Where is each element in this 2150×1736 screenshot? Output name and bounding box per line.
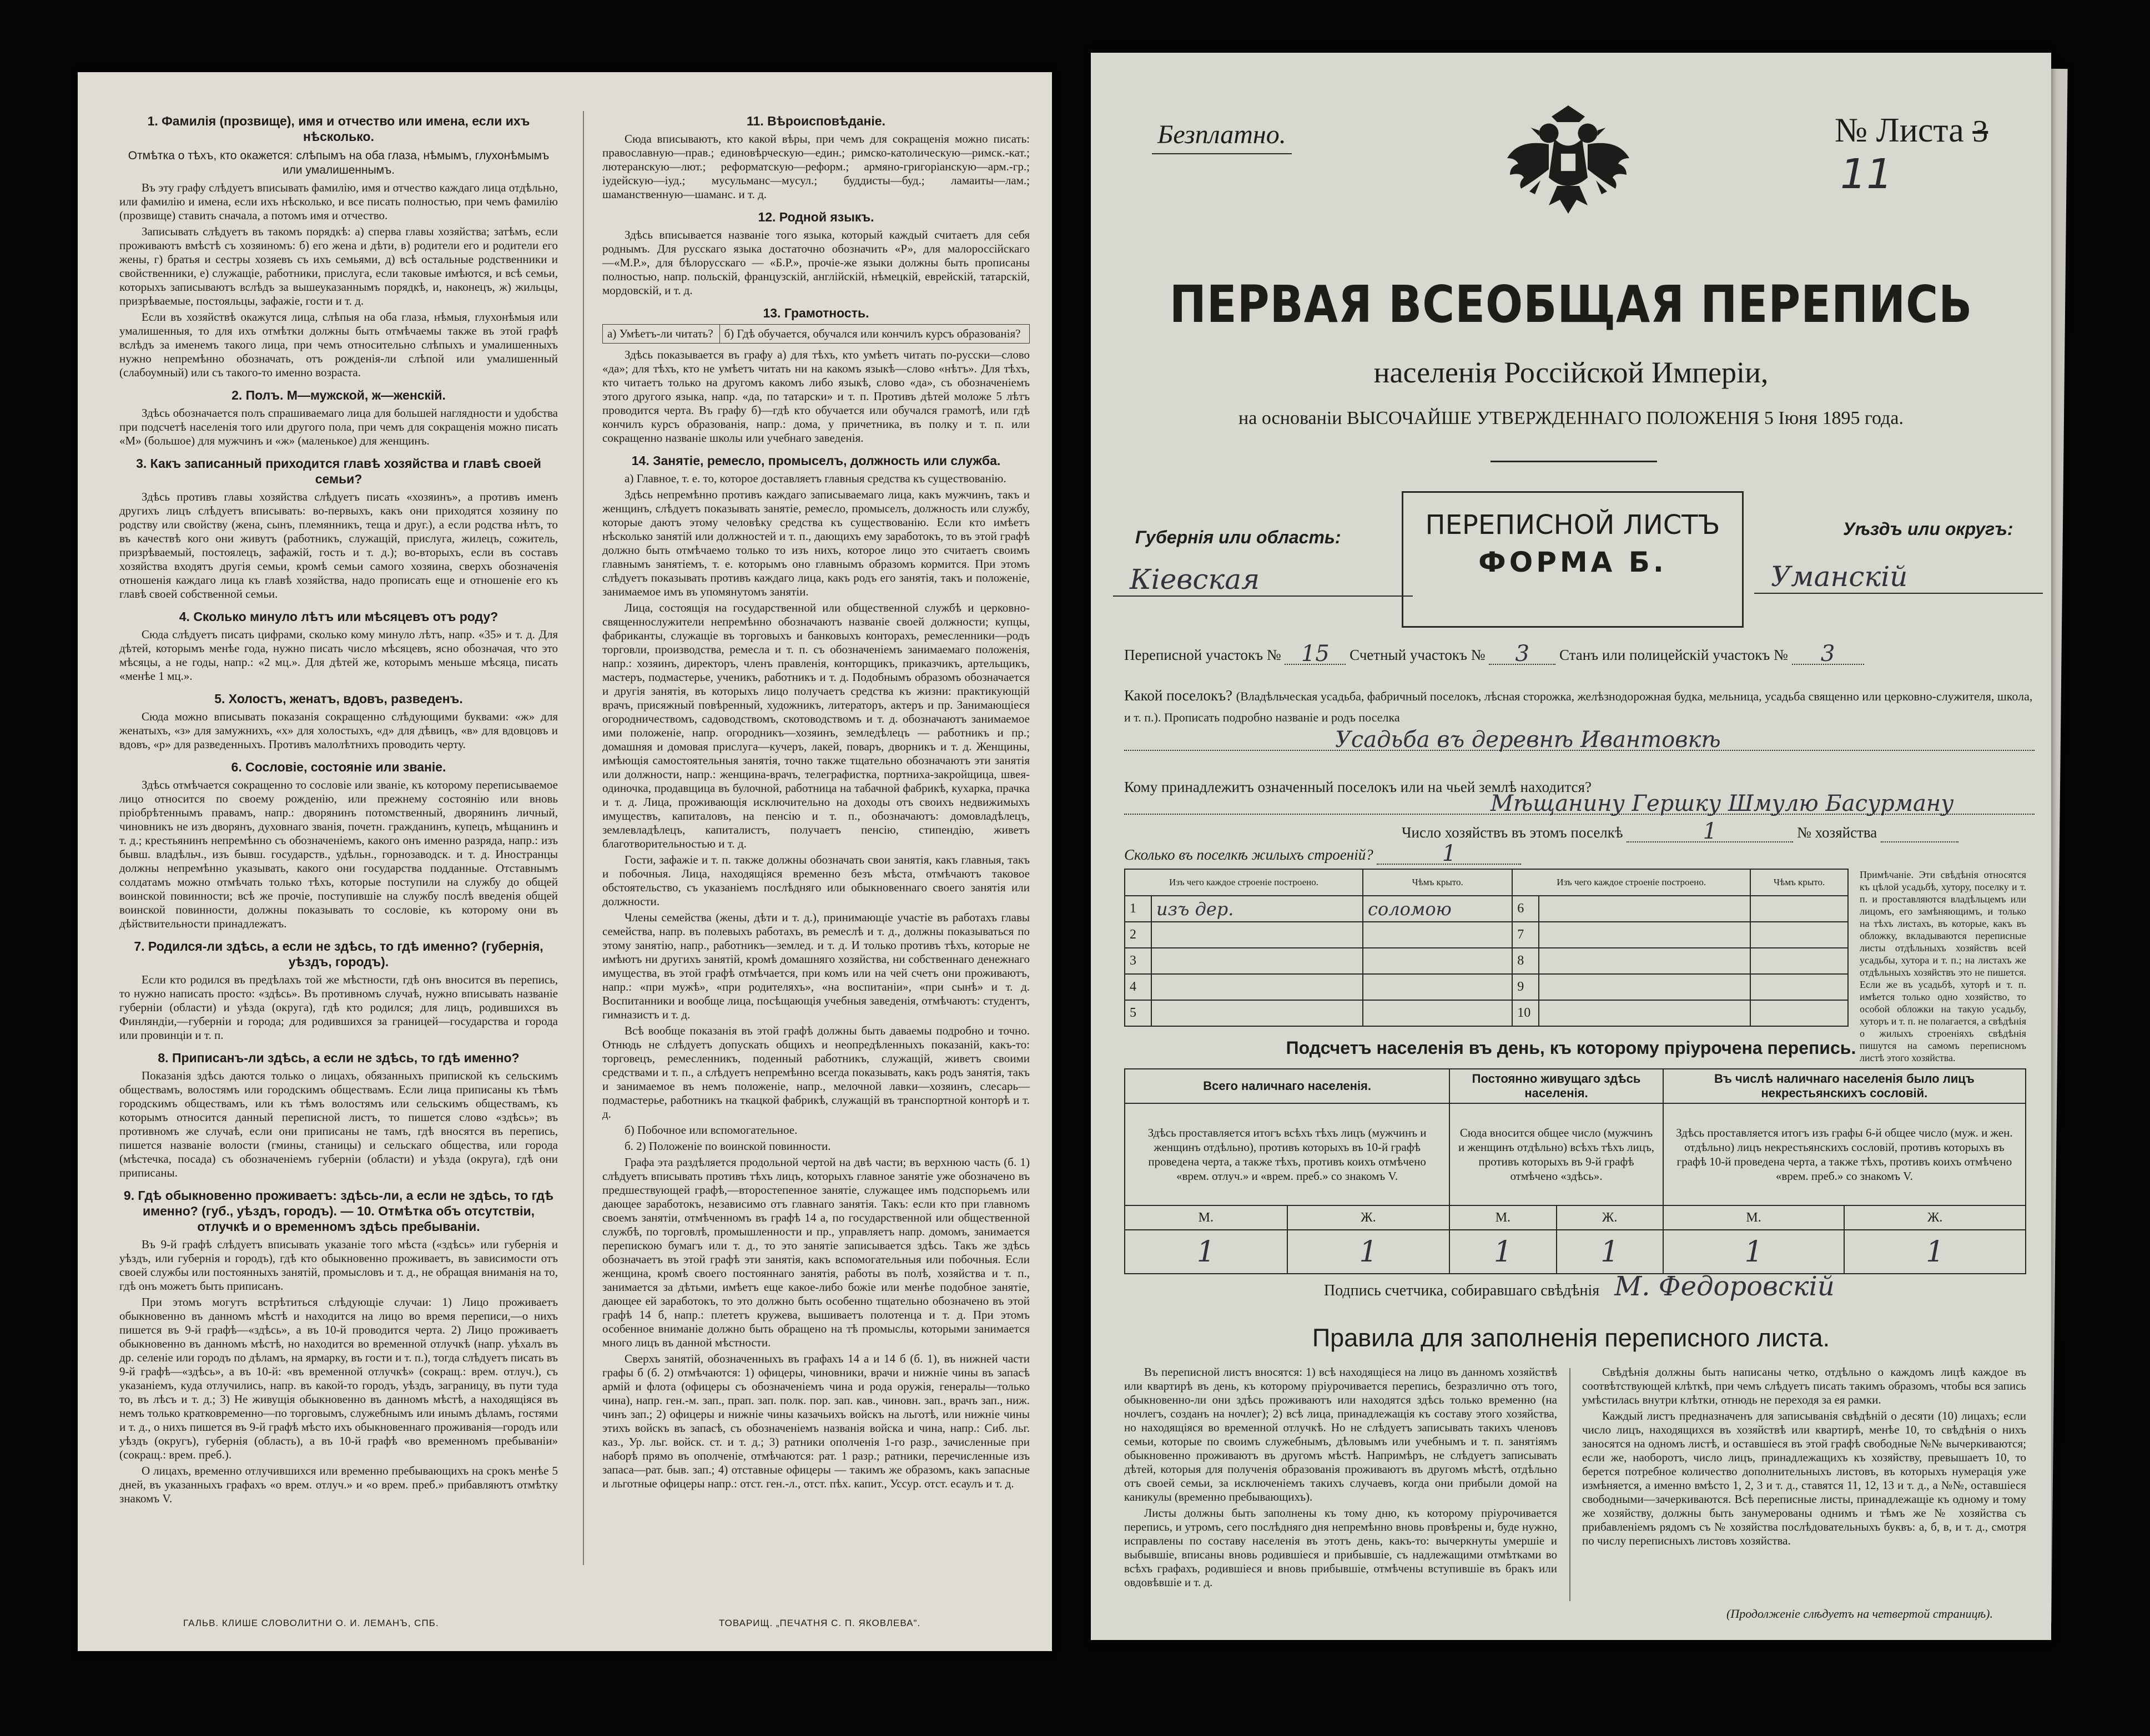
instruction-heading: 9. Гдѣ обыкновенно проживаетъ: здѣсь-ли, а если не здѣсь, то гдѣ именно? (губ., уѣздъ, городъ). — 10. Отмѣтка объ отсутствіи, отлучкѣ и о временномъ здѣсь пребываніи.	[123, 1188, 554, 1234]
building-material	[1539, 896, 1750, 922]
building-material	[1539, 1000, 1750, 1026]
material-header-2: Изъ чего каждое строеніе построено.	[1512, 869, 1750, 896]
owner-value: Мѣщанину Гершку Шмулю Басурману	[1124, 794, 2035, 815]
title-rule	[1491, 461, 1657, 462]
roof-header-2: Чѣмъ крыто.	[1750, 869, 1848, 896]
gubernia-value: Кіевская	[1113, 563, 1413, 597]
signature-label: Подпись счетчика, собиравшаго свѣдѣнія	[1324, 1282, 1600, 1299]
roof-header-1: Чѣмъ крыто.	[1363, 869, 1512, 896]
instruction-heading: 4. Сколько минуло лѣтъ или мѣсяцевъ отъ роду?	[179, 609, 499, 624]
instruction-paragraph: Сверхъ занятій, обозначенныхъ въ графахъ 14 a и 14 б (б. 1), въ нижней части графы б (б. 2) отмѣчаются: 1) офицеры, чиновники, врачи и нижніе чины въ запасѣ армій и флота (офицеры съ обозначеніемъ чина и рода оружія, генералы—только чина), напр. ген.-м. зап., прап. зап. полк. пор. зап. кав., чиновн. зап., врачъ зап., ниж. чинъ зап.; 2) офицеры и нижніе чины казачьихъ войскъ на льготѣ, или нижніе чины этихъ войскъ въ запасѣ, съ обозначеніемъ названія войска и чина, напр.: Сиб. льг. каз., Ур. льг. войск. ст. и т. д.; 3) ратники ополченія 1-го разр., зачисленные при наборѣ прямо въ ополченіе, отмѣчаются: рат. 1 разр.; ратники, перечисленные изъ запаса—рат. быв. зап.; 4) отставные офицеры — такимъ же образомъ, какъ запасные и льготные офицеры напр.: отст. ген.-л., отст. пѣх. капит., Уссур. отст. есаулъ и т. д.	[602, 1352, 1030, 1490]
settlement-hint: (Владѣльческая усадьба, фабричный поселокъ, лѣсная сторожка, желѣзнодорожная будка, мельница, усадьба священно или церковно-служителя, школа, и т. п.). Прописать подробно названіе и родъ поселка	[1124, 689, 2033, 724]
building-material	[1539, 922, 1750, 948]
settlement-line	[1124, 685, 2035, 751]
count-value: 1	[1287, 1230, 1450, 1274]
households-label: Число хозяйствъ въ этомъ поселкѣ	[1402, 824, 1623, 841]
buildings-line	[1124, 841, 2035, 866]
building-row	[1125, 948, 1848, 974]
building-roof	[1363, 922, 1512, 948]
continued-note: (Продолженіе слѣдуетъ на четвертой страницѣ).	[1726, 1607, 1993, 1621]
rule-paragraph: Въ переписной листъ вносятся: 1) всѣ находящіеся на лицо въ данномъ хозяйствѣ или квартирѣ въ день, къ которому пріурочивается перепись, безразлично отъ того, обыкновенно-ли они здѣсь проживаютъ или находятся здѣсь только временно (на ночлегъ, созданъ на ночлег); 2) всѣ лица, принадлежащія къ составу этого хозяйства, но находящіяся во временной отлучкѣ. Но не слѣдуетъ записывать такихъ членовъ семьи, которые по своимъ служебнымъ, дѣловымъ или учебнымъ и т. п. занятіямъ обыкновенно проживаютъ въ другомъ мѣстѣ. Напримѣръ, не слѣдуетъ записывать дѣтей, которыя для полученія образованія проживаютъ въ другомъ мѣстѣ, отдѣльно отъ своей семьи, за исключеніемъ такихъ случаевъ, когда они прибыли домой на каникулы (временно пребывающихъ).	[1124, 1365, 1557, 1503]
instructions-column-1	[119, 105, 558, 1508]
building-number: 4	[1125, 974, 1151, 1000]
instruction-heading: 3. Какъ записанный приходится главѣ хозяйства и главѣ своей семьи?	[136, 456, 541, 486]
instruction-paragraph: Лица, состоящія на государственной или общественной службѣ и церковно-священнослужители непремѣнно обозначаютъ названіе своей должности; купцы, фабриканты, служащіе въ торговыхъ и банковыхъ конторахъ, ремесленники—родъ торговли, производства, ремесла и т. п. съ обозначеніемъ занимаемаго положенія, напр.: хозяинъ, директоръ, членъ правленія, конторщикъ, приказчикъ, артельщикъ, мастеръ, подмастерье, ученикъ, работникъ и т. д. Подобнымъ образомъ обозначается и другія занятія, въ которыхъ лицо получаетъ средства къ жизни: практикующій врачъ, присяжный повѣренный, художникъ, литераторъ, актеръ и пр. Занимающіеся огородничествомъ, садоводствомъ, скотоводствомъ и т. д. обозначаютъ занимаемое ими положеніе, напр. огородникъ—хозяинъ, земледѣлецъ — работникъ и пр.; домашняя и домовая прислуга—кучеръ, лакей, поваръ, дворникъ и т. д. Женщины, имѣющія самостоятельныя занятія, точно также тщательно обозначаютъ эти занятія или должности, напр.: женщина-врачъ, телеграфистка, портниха-закройщица, швея-одиночка, продавщица въ булочной, работница на табачной фабрикѣ, кухарка, прачка и т. д. Лица, проживающія исключительно на доходы отъ своихъ недвижимыхъ имуществъ, капиталовъ, на пенсію и т. п., обозначаютъ: домовладѣлецъ, землевладѣлецъ, капиталистъ, получаетъ пенсію, стипендію, живетъ благотворительностью и т. д.	[602, 601, 1030, 850]
instruction-paragraph: Если кто родился въ предѣлахъ той же мѣстности, гдѣ онъ вносится въ перепись, то нужно написать просто: «здѣсь». Въ противномъ случаѣ, нужно вписывать названіе губерніи (области) и уѣзда (округа), гдѣ кто родился; для лицъ, родившихся въ Финляндіи,—губерніи и города; для родившихся за границей—государства и города или провинціи и т. п.	[119, 973, 558, 1042]
instruction-paragraph: Здѣсь вписывается названіе того языка, который каждый считаетъ для себя роднымъ. Для русскаго языка достаточно обозначить «Р», для малороссійскаго—«М.Р.», для бѣлорусскаго — «Б.Р.», прочіе-же языки должны быть прописаны полностью, напр. польскій, французскій, англійскій, нѣмецкій, еврейскій, татарскій, мордовскій, и т. д.	[602, 228, 1030, 297]
enumerator-signature-line	[1324, 1271, 1835, 1302]
census-title: ПЕРВАЯ ВСЕОБЩАЯ ПЕРЕПИСЬ	[1169, 275, 1973, 334]
instruction-paragraph: Сюда можно вписывать показанія сокращенно слѣдующими буквами: «ж» для женатыхъ, «з» для замужнихъ, «х» для холостыхъ, «д» для дѣвицъ, «в» для вдовцовъ и вдовъ, «р» для разведенныхъ. Противъ малолѣтнихъ проводить черту.	[119, 710, 558, 751]
column-divider	[583, 111, 584, 1565]
household-number-value	[1881, 841, 1958, 842]
building-material	[1151, 974, 1363, 1000]
district-line	[1124, 641, 2035, 667]
instruction-paragraph: О лицахъ, временно отлучившихся или временно пребывающихъ на срокъ менѣе 5 дней, въ указанныхъ графахъ «о врем. отлуч.» и «о врем. преб.» прибавляютъ отмѣтку знакомъ V.	[119, 1464, 558, 1505]
buildings-table	[1124, 869, 1849, 1027]
male-header: М.	[1449, 1205, 1556, 1230]
rules-column-1	[1124, 1365, 1557, 1592]
instruction-paragraph: Въ 9-й графѣ слѣдуетъ вписывать указаніе того мѣста («здѣсь» или губернія и уѣздъ, или губернія и городъ), гдѣ кто обыкновенно проживаетъ, въ зависимости отъ своей службы или постоянныхъ занятій, промысловъ и т. д., не обращая вниманія на то, гдѣ онъ можетъ быть приписанъ.	[119, 1238, 558, 1293]
form-title-box	[1402, 491, 1744, 628]
free-label: Безплатно.	[1152, 119, 1292, 154]
male-header: М.	[1663, 1205, 1845, 1230]
printer-imprint-left: ГАЛЬВ. КЛИШЕ СЛОВОЛИТНИ О. И. ЛЕМАНЪ, СПБ.	[183, 1618, 439, 1628]
literacy-subtable-cell: а) Умѣетъ-ли читать?	[603, 325, 720, 344]
instruction-paragraph: Члены семейства (жены, дѣти и т. д.), принимающіе участіе въ работахъ главы семейства, напр. въ полевыхъ работахъ, въ ремеслѣ и т. д., должны показываться по этому занятію, напр., работникъ—землед. и т. д. И только противъ тѣхъ, которые не имѣютъ ни другихъ занятій, кромѣ домашняго хозяйства, ни собственнаго денежнаго имущества, въ этой графѣ отмѣчается, при комъ или на чей счетъ они проживаютъ, напр.: «при мужѣ», «при родителяхъ», «на воспитаніи», «при сынѣ» и т. д. Воспитанники и вообще лица, посѣщающія учебныя заведенія, отмѣчаютъ: студентъ, гимназистъ и т. д.	[602, 911, 1030, 1021]
census-subtitle: населенія Россійской Имперіи,	[1373, 356, 1769, 389]
police-district-value: 3	[1792, 644, 1864, 665]
building-number: 6	[1512, 896, 1539, 922]
instruction-paragraph: б) Побочное или вспомогательное.	[625, 1123, 798, 1137]
census-form-page	[1091, 53, 2051, 1640]
instruction-heading: 5. Холостъ, женатъ, вдовъ, разведенъ.	[214, 692, 463, 706]
sheet-number-label: № Листа	[1835, 112, 1964, 149]
buildings-label: Сколько въ поселкѣ жилыхъ строеній?	[1124, 846, 1373, 863]
households-value: 1	[1627, 821, 1793, 842]
building-roof	[1363, 948, 1512, 974]
building-roof	[1363, 974, 1512, 1000]
instruction-paragraph: Если въ хозяйствѣ окажутся лица, слѣпыя на оба глаза, нѣмыя, глухонѣмыя или умалишенныя, то для ихъ отмѣтки должны быть отмѣчаемы также въ этой графѣ вслѣдъ за именемъ такого лица, при чемъ относительно слѣпыхъ и умалишенныхъ нужно непремѣнно обозначать, отъ рожденія-ли слѣпой или умалишенный (слабоумный) или съ такого-то именно возраста.	[119, 310, 558, 379]
building-roof	[1750, 896, 1848, 922]
instruction-paragraph: Сюда вписываютъ, кто какой вѣры, при чемъ для сокращенія можно писать: православную—прав.; единовѣрческую—един.; римско-католическую—римск.-кат.; лютеранскую—лют.; реформатскую—реформ.; армяно-григоріанскую—арм.-гр.; іудейскую—іуд.; мусульманс—мусул.; буддисты—буд.; ламаиты—лам.; шаманственную—шаманс. и т. д.	[602, 132, 1030, 201]
literacy-subtable	[602, 324, 1030, 344]
building-roof: соломою	[1363, 896, 1512, 922]
instruction-heading: 8. Приписанъ-ли здѣсь, а если не здѣсь, то гдѣ именно?	[158, 1051, 520, 1065]
legal-basis: на основаніи ВЫСОЧАЙШЕ УТВЕРЖДЕННАГО ПОЛОЖЕНІЯ 5 Іюня 1895 года.	[1238, 408, 1904, 428]
building-material	[1539, 948, 1750, 974]
total-present-header: Всего наличнаго населенія.	[1125, 1069, 1449, 1103]
material-header-1: Изъ чего каждое строеніе построено.	[1125, 869, 1363, 896]
instruction-heading: 1. Фамилія (прозвище), имя и отчество или имена, если ихъ нѣсколько.	[147, 114, 530, 144]
building-number: 9	[1512, 974, 1539, 1000]
instruction-heading: 13. Грамотность.	[763, 306, 869, 320]
instruction-paragraph: Показанія здѣсь даются только о лицахъ, обязанныхъ припиской къ сельскимъ обществамъ, волостямъ или городскимъ обществамъ. Если лица приписаны къ тѣмъ городскимъ обществамъ, или къ тѣмъ волостямъ или сельскимъ обществамъ, къ которымъ относится данный переписной листъ, то пишется слово «здѣсь»; въ противномъ же случаѣ, если они приписаны не тамъ, гдѣ вносятся въ перепись, пишется названіе волости (гмины, станицы) и сельскаго общества, или города (мѣстечка, посада) съ обозначеніемъ губерніи (области) и уѣзда (округа), гдѣ они приписаны.	[119, 1069, 558, 1179]
count-value: 1	[1663, 1230, 1845, 1274]
permanent-residents-header: Постоянно живущаго здѣсь населенія.	[1449, 1069, 1663, 1103]
non-peasant-header: Въ числѣ наличнаго населенія было лицъ некрестьянскихъ сословій.	[1663, 1069, 2026, 1103]
rules-title: Правила для заполненія переписного листа.	[1312, 1324, 1830, 1352]
instruction-heading: Отмѣтка о тѣхъ, кто окажется: слѣпымъ на оба глаза, нѣмымъ, глухонѣмымъ или умалишеннымъ.	[128, 149, 550, 176]
buildings-note: Примѣчаніе. Эти свѣдѣнія относятся къ цѣлой усадьбѣ, хутору, поселку и т. п. и проставляются владѣльцемъ или лицомъ, его замѣняющимъ, и только на тѣхъ листахъ, въ которые, какъ въ обложку, вкладываются переписные листы отдѣльныхъ хозяйствъ всей усадьбы, хутора и т. п.; на листахъ же отдѣльныхъ хозяйствъ это не пишется. Если же въ усадьбѣ, хуторѣ и т. п. имѣется только одно хозяйство, то особой обложки на такую усадьбу, хуторъ и т. п. не полагается, а свѣдѣнія о жилыхъ строеніяхъ свѣдѣнія пишутся на самомъ переписномъ листѣ этого хозяйства.	[1860, 869, 2026, 1063]
instruction-paragraph: Гости, зафажіе и т. п. также должны обозначать свои занятія, какъ главныя, такъ и побочныя. Лица, находящіяся временно безъ мѣста, отмѣчаютъ таковое обстоятельство, съ указаніемъ послѣдняго или обыкновеннаго своего занятія или должности.	[602, 853, 1030, 908]
form-type: ФОРМА Б.	[1478, 546, 1667, 578]
building-roof	[1750, 1000, 1848, 1026]
building-material	[1151, 948, 1363, 974]
female-header: Ж.	[1557, 1205, 1663, 1230]
building-number: 5	[1125, 1000, 1151, 1026]
instruction-paragraph: Записывать слѣдуетъ въ такомъ порядкѣ: а) сперва главы хозяйства; затѣмъ, если проживаютъ вмѣстѣ съ хозяиномъ: б) его жена и дѣти, в) родители его и родители его жены, г) братья и сестры хозяевъ съ ихъ семьями, д) всѣ остальные родственники и свойственники, е) служащіе, работники, прислуга, если таковые имѣются, и всѣ семьи, которыхъ записываютъ вслѣдъ за вышеуказаннымъ порядкѣ, и, наконецъ, ж) жильцы, призрѣваемые, постояльцы, зафажіе, гости и т. д.	[119, 225, 558, 307]
population-count-title: Подсчетъ населенія въ день, къ которому пріурочена перепись.	[1286, 1038, 1856, 1058]
instruction-paragraph: При этомъ могутъ встрѣтиться слѣдующіе случаи: 1) Лицо проживаетъ обыкновенно въ данномъ мѣстѣ и находится на лицо во время переписи,—о нихъ пишется въ 9-й графѣ—«здѣсь», а въ 10-й проводится черта. 2) Лицо проживаетъ обыкновенно въ данномъ мѣстѣ, но находится во временной отлучкѣ (напр. уѣхалъ въ др. селеніе или городъ по дѣламъ, на ярмарку, въ гости и т. п.), тогда слѣдуетъ писать въ 9-й графѣ—«здѣсь», а въ 10-й: «въ временной отлучкѣ» (сокращ.: врем. отлуч.), съ указаніемъ, куда отлучились, напр. въ какой-то городъ, уѣздъ, заграницу, въ пути тудa то, въ лѣсъ и т. д.; 3) Не живущія обыкновенно въ данномъ мѣстѣ, а находящіяся въ немъ только кратковременно—по торговымъ, служебнымъ или инымъ дѣламъ, гостями и т. д., о нихъ пишется въ 9-й графѣ мѣсто ихъ обыкновеннаго проживанія—городъ или уѣздъ (округъ), губернія (область), а въ 10-й графѣ «во временномъ пребываніи» (сокращ.: врем. преб.).	[119, 1295, 558, 1461]
instruction-paragraph: Здѣсь обозначается полъ спрашиваемаго лица для большей наглядности и удобства при подсчетѣ населенія того или другого пола, при чемъ для сокращенія можно писать «М» (большое) для мужчинъ и «ж» (маленькое) для женщинъ.	[119, 406, 558, 447]
rule-paragraph: Свѣдѣнія должны быть написаны четко, отдѣльно о каждомъ лицѣ каждое въ соотвѣтствующей клѣткѣ, при чемъ слѣдуетъ писать такимъ образомъ, чтобы вся запись умѣстилась внутри клѣтки, отнюдь не переходя за ея рамки.	[1582, 1365, 2026, 1406]
signature-value: М. Федоровскій	[1614, 1271, 1835, 1302]
building-number: 8	[1512, 948, 1539, 974]
instruction-heading: 11. Вѣроисповѣданіе.	[747, 114, 885, 128]
police-district-label: Станъ или полицейскій участокъ №	[1559, 647, 1788, 663]
buildings-value: 1	[1377, 844, 1521, 865]
total-present-description: Здѣсь проставляется итогъ всѣхъ тѣхъ лицъ (мужчинъ и женщинъ отдѣльно), противъ которыхъ въ 10-й графѣ проведена черта, а также тѣхъ, противъ коихъ отмѣчено «врем. отлуч.» и «врем. преб.» со знакомъ V.	[1125, 1103, 1449, 1205]
permanent-residents-description: Сюда вносится общее число (мужчинъ и женщинъ отдѣльно) всѣхъ тѣхъ лицъ, противъ которыхъ въ 9-й графѣ отмѣчено «здѣсь».	[1449, 1103, 1663, 1205]
instruction-paragraph: Здѣсь отмѣчается сокращенно то сословіе или званіе, къ которому переписываемое лицо относится по своему рожденію, или прежнему состоянію или вновь пріобрѣтеннымъ правамъ, напр.: дворянинъ потомственный, дворянинъ личный, чиновникъ не изъ дворянъ, духовнаго званія, почетн. гражданинъ, купецъ, мѣщанинъ и т. д.; крестьянинъ непремѣнно съ обозначеніемъ, какого онъ именно разряда, напр.: изъ бывш. владѣльч., изъ бывш. государств., удѣльн., горнозаводск. и т. д. Иностранцы должны непремѣнно указывать, какого они государства подданные. Отставнымъ солдатамъ можно отмѣчать только тѣхъ, которые поступили на службу до общей воинской повинности; всѣ же прочіе, поступившіе на службу послѣ введенія общей воинской повинности, должны показывать то сословіе, къ которому они въ дѣйствительности принадлежатъ.	[119, 778, 558, 930]
counting-district-value: 3	[1489, 644, 1555, 665]
settlement-label: Какой поселокъ?	[1124, 687, 1233, 704]
building-roof	[1363, 1000, 1512, 1026]
sheet-number	[1835, 111, 2051, 198]
female-header: Ж.	[1287, 1205, 1450, 1230]
count-value: 1	[1557, 1230, 1663, 1274]
building-material	[1151, 922, 1363, 948]
instruction-heading: 6. Сословіе, состояніе или званіе.	[231, 760, 446, 774]
owner-line	[1124, 777, 2035, 815]
rule-paragraph: Листы должны быть заполнены къ тому дню, къ которому пріурочивается перепись, и утромъ, сего послѣдняго дня непремѣнно вновь провѣрены и, буде нужно, исправлены по составу населенія въ этотъ день, какъ-то: вычеркнуты умершіе и выбывшіе, вписаны вновь родившіеся и прибывшіе, съ надлежащими отмѣтками во всѣхъ графахъ, родившіеся и вновь прибывшіе, отмѣчены вступившіе въ бракъ или овдовѣвшіе и т. д.	[1124, 1506, 1557, 1589]
double-headed-eagle-emblem	[1499, 97, 1638, 236]
non-peasant-description: Здѣсь проставляется итогъ изъ графы 6-й общее число (муж. и жен. отдѣльно) лицъ некрестьянскихъ сословій, противъ которыхъ въ графѣ 10-й проведена черта, а также тѣхъ, противъ коихъ отмѣчено «врем. преб.» со знакомъ V.	[1663, 1103, 2026, 1205]
owner-label: Кому принадлежитъ означенный поселокъ или на чьей землѣ находится?	[1124, 779, 1592, 795]
building-roof	[1750, 974, 1848, 1000]
printer-imprint-right: ТОВАРИЩ. „ПЕЧАТНЯ С. П. ЯКОВЛЕВА".	[719, 1618, 921, 1628]
instruction-paragraph: Здѣсь непремѣнно противъ каждаго записываемаго лица, какъ мужчинъ, такъ и женщинъ, слѣдуетъ показывать занятіе, ремесло, промыселъ, должность или службу, которые даютъ этому человѣку средства къ существованію. Если кто имѣетъ нѣсколько занятій или должностей и т. п., дающихъ ему заработокъ, то въ этой графѣ должно быть отмѣчаемо только то изъ нихъ, которое лицо это считаетъ своимъ главнымъ занятіемъ, т. е. которымъ оно главнымъ образомъ кормится. При этомъ слѣдуетъ показывать противъ каждаго лица, какъ родъ его занятія, такъ и положеніе, занимаемое имъ въ упомянутомъ занятіи.	[602, 488, 1030, 598]
instructions-page	[78, 72, 1052, 1651]
rules-divider	[1569, 1368, 1570, 1601]
uezd-label: Уѣздъ или округъ:	[1843, 519, 2013, 539]
instruction-paragraph: Сюда слѣдуетъ писать цифрами, сколько кому минуло лѣтъ, напр. «35» и т. д. Для дѣтей, которымъ менѣе года, нужно писать число мѣсяцевъ, ясно обозначая, что это мѣсяцы, а не годы, напр.: «2 мц.». Для дѣтей же, которымъ меньше мѣсяца, писать «менѣе 1 мц.».	[119, 628, 558, 683]
building-number: 1	[1125, 896, 1151, 922]
building-number: 7	[1512, 922, 1539, 948]
instruction-heading: 14. Занятіе, ремесло, промыселъ, должность или служба.	[631, 453, 1001, 468]
instruction-paragraph: Всѣ вообще показанія въ этой графѣ должны быть даваемы подробно и точно. Отнюдь не слѣдуетъ допускать общихъ и неопредѣленныхъ показаній, какъ-то: торговецъ, ремесленникъ, поденный работникъ, служащій, живетъ своими средствами и т. п., а слѣдуетъ непремѣнно всегда показывать, какъ родъ занятія, такъ и занимаемое въ немъ положеніе, напр., мелочной лавки—хозяинъ, слесарь—подмастерье, работникъ на ткацкой фабрикѣ, служащій въ транспортной конторѣ и т. д.	[602, 1024, 1030, 1121]
instruction-paragraph: Здѣсь показывается въ графу а) для тѣхъ, кто умѣетъ читать по-русски—слово «да»; для тѣхъ, кто не умѣетъ читать ни на какомъ языкѣ—слово «нѣтъ». Для тѣхъ, кто читаетъ только на другомъ какомъ либо языкѣ, слово «да», съ обозначеніемъ этого другого языка, напр. «да, по татарски» и т. п. Противъ дѣтей моложе 5 лѣтъ проводится черта. Въ графу б)—гдѣ кто обучается или обучался грамотѣ, или гдѣ кончилъ курсъ образованія, напр.: дома, у причетника, въ полку и т. п. или сокращенно названіе школы или учебнаго заведенія.	[602, 348, 1030, 445]
instruction-paragraph: а) Главное, т. е. то, которое доставляетъ главныя средства къ существованію.	[625, 472, 1006, 485]
rule-paragraph: Каждый листъ предназначенъ для записыванія свѣдѣній о десяти (10) лицахъ; если число лицъ, находящихся въ хозяйствѣ или квартирѣ, менѣе 10, то свѣдѣнія о нихъ заносятся на одномъ листѣ, и оставшіеся въ этой графѣ свободные №№ вычеркиваются; если же, наоборотъ, число лицъ, принадлежащихъ къ хозяйству, превышаетъ 10, то берется потребное количество дополнительныхъ листовъ, въ которыхъ нумерація уже измѣняется, а именно вмѣсто 1, 2, 3 и т. д., ставятся 11, 12, 13 и т. д., а №№, оставшіеся свободными—зачеркиваются. Всѣ переписные листы, принадлежащіе къ одному и тому же хозяйству, должны быть занумерованы однимъ и тѣмъ же № хозяйства съ прибавленіемъ рядомъ съ № хозяйства послѣдовательныхъ буквъ: а, б, в, и т. д., смотря по числу переписныхъ листовъ хозяйства.	[1582, 1409, 2026, 1547]
census-district-label: Переписной участокъ №	[1124, 647, 1281, 663]
instruction-paragraph: б. 2) Положеніе по воинской повинности.	[625, 1139, 831, 1153]
building-roof	[1750, 948, 1848, 974]
building-material: изъ дер.	[1151, 896, 1363, 922]
uezd-value: Уманскій	[1754, 561, 2043, 594]
count-value: 1	[1844, 1230, 2026, 1274]
instruction-paragraph: Здѣсь противъ главы хозяйства слѣдуетъ писать «хозяинъ», а противъ именъ другихъ лицъ слѣдуетъ вписывать: во-первыхъ, какъ они приходятся хозяину по родству или свойству (жена, сынъ, племянникъ, теща и друг.), а если родства нѣтъ, то въ качествѣ кого они живутъ (работникъ, служащій, прислуга, жилецъ, сожитель, призрѣваемый, постоялецъ, зафажій, гость и т. д.); во-вторыхъ, если въ составъ хозяйства входятъ другія семьи, кромѣ семьи самого хозяина, сверхъ обозначенія отношенія каждаго лица къ главѣ хозяйства, надо прописать еще и отношеніе его къ главѣ своей собственной семьи.	[119, 490, 558, 600]
instruction-paragraph: Графа эта раздѣляется продольной чертой на двѣ части; въ верхнюю часть (б. 1) слѣдуетъ вписывать противъ тѣхъ лицъ, которыхъ главное занятіе уже обозначено въ предшествующей графѣ,—второстепенное занятіе, служащее имъ подспорьемъ или дающее заработокъ, независимо отъ главнаго занятія. Такъ: если кто при главномъ своемъ занятіи, отмѣченномъ въ графѣ 14 а, по государственной или общественной службѣ, по торговлѣ, промышленности и пр., управляетъ напр. домомъ, занимается перепискою бумагъ или т. д., то это занятіе записывается здѣсь. Такъ же здѣсь обозначаетъ въ этой графѣ эти занятія, какъ вспомогательныя или побочныя. Если женщина, кромѣ своего постояннаго занятія, работы въ полѣ, хозяйства и т. п., занимается за дѣтьми, имѣетъ еще какое-либо божіе или менѣе подобное занятіе, дающее ей заработокъ, то это должно быть особенно тщательно обозначено въ этой графѣ 14 б, напр.: плететъ кружева, вышиваетъ полотенца и т. д. При этомъ особенное вниманіе должно быть обращено на тѣ промыслы, которыми занимается много лицъ въ данной мѣстности.	[602, 1155, 1030, 1349]
building-row	[1125, 974, 1848, 1000]
settlement-value: Усадьба въ деревнѣ Ивантовкѣ	[1124, 730, 2035, 751]
household-number-label: № хозяйства	[1797, 824, 1877, 841]
building-material	[1151, 1000, 1363, 1026]
instructions-column-2	[602, 105, 1030, 1493]
instruction-heading: 12. Родной языкъ.	[758, 210, 874, 224]
building-number: 10	[1512, 1000, 1539, 1026]
households-line	[1124, 821, 2051, 842]
counting-district-label: Счетный участокъ №	[1350, 647, 1486, 663]
building-row	[1125, 922, 1848, 948]
building-row	[1125, 896, 1848, 922]
female-header: Ж.	[1844, 1205, 2026, 1230]
sheet-number-struck: 3	[1972, 114, 1988, 149]
census-district-value: 15	[1285, 644, 1346, 665]
sheet-number-handwritten: 11	[1840, 150, 1893, 198]
population-count-table	[1124, 1068, 2026, 1274]
rules-column-2	[1582, 1365, 2026, 1550]
building-roof	[1750, 922, 1848, 948]
instruction-heading: 7. Родился-ли здѣсь, а если не здѣсь, то гдѣ именно? (губернія, уѣздъ, городъ).	[134, 939, 543, 969]
building-number: 3	[1125, 948, 1151, 974]
form-name: ПЕРЕПИСНОЙ ЛИСТЪ	[1425, 509, 1720, 541]
building-row	[1125, 1000, 1848, 1026]
count-value: 1	[1449, 1230, 1556, 1274]
instruction-paragraph: Въ эту графу слѣдуетъ вписывать фамилію, имя и отчество каждаго лица отдѣльно, или фамилію и имена, если ихъ нѣсколько, и все писать полностью, при чемъ фамилію (прозвище) ставить сначала, а потомъ имя и отчество.	[119, 181, 558, 222]
male-header: М.	[1125, 1205, 1287, 1230]
instruction-heading: 2. Полъ. М—мужской, ж—женскій.	[231, 388, 446, 402]
count-value: 1	[1125, 1230, 1287, 1274]
literacy-subtable-cell: б) Гдѣ обучается, обучался или кончилъ курсъ образованія?	[719, 325, 1030, 344]
building-material	[1539, 974, 1750, 1000]
building-number: 2	[1125, 922, 1151, 948]
gubernia-label: Губернія или область:	[1135, 527, 1341, 547]
